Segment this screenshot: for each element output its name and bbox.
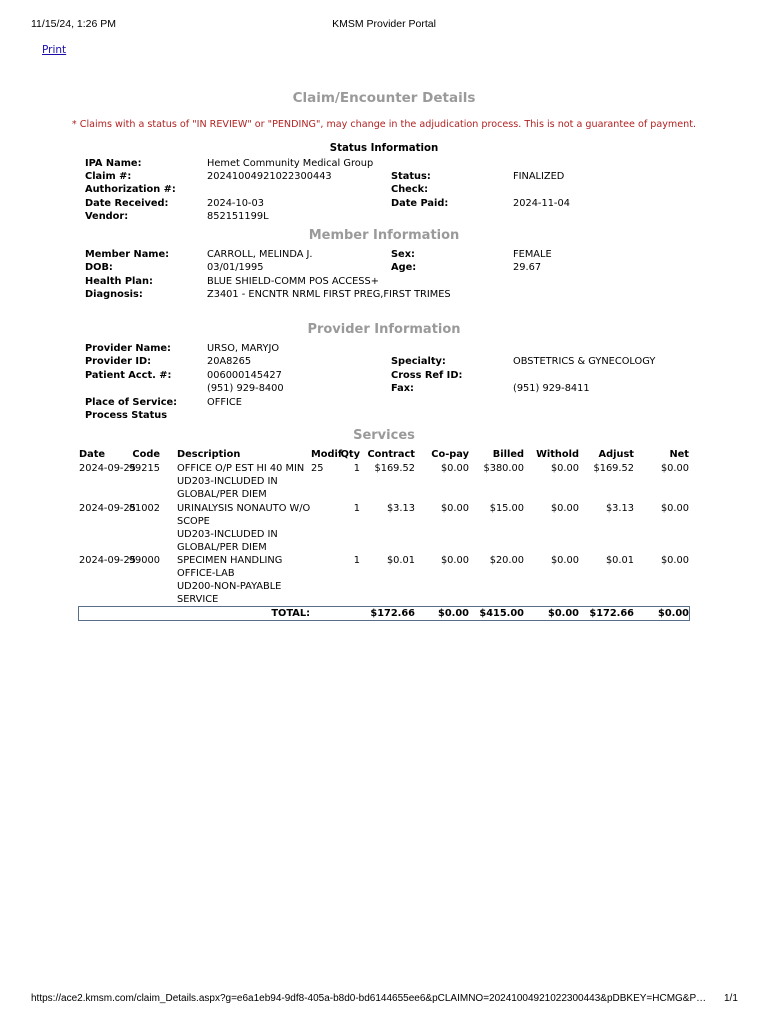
col-header-contract: Contract — [367, 449, 415, 460]
total-adjust: $172.66 — [589, 608, 634, 619]
diagnosis-value: Z3401 - ENCNTR NRML FIRST PREG,FIRST TRIMES — [207, 289, 451, 300]
diagnosis-label: Diagnosis: — [85, 289, 143, 300]
service-copay: $0.00 — [440, 555, 469, 566]
patient-acct-value: 006000145427 — [207, 370, 282, 381]
ipa-value: Hemet Community Medical Group — [207, 158, 374, 169]
date-paid-label: Date Paid: — [391, 198, 449, 209]
service-adjust: $169.52 — [593, 463, 634, 474]
sex-label: Sex: — [391, 249, 415, 260]
col-header-modif: Modif — [311, 449, 343, 460]
service-description-line: UD203-INCLUDED IN — [177, 529, 278, 540]
specialty-label: Specialty: — [391, 356, 446, 367]
check-label: Check: — [391, 184, 429, 195]
print-page-number: 1/1 — [724, 993, 738, 1004]
service-withold: $0.00 — [550, 463, 579, 474]
claim-value: 20241004921022300443 — [207, 171, 332, 182]
ipa-label: IPA Name: — [85, 158, 142, 169]
service-description-line: UD200-NON-PAYABLE — [177, 581, 282, 592]
authorization-label: Authorization #: — [85, 184, 176, 195]
service-withold: $0.00 — [550, 503, 579, 514]
status-section-title: Status Information — [329, 143, 439, 154]
col-header-net: Net — [669, 449, 689, 460]
date-received-value: 2024-10-03 — [207, 198, 264, 209]
service-code: 99215 — [128, 463, 160, 474]
date-received-label: Date Received: — [85, 198, 169, 209]
place-of-service-label: Place of Service: — [85, 397, 178, 408]
col-header-code: Code — [132, 449, 160, 460]
specialty-value: OBSTETRICS & GYNECOLOGY — [513, 356, 656, 367]
service-description-line: OFFICE O/P EST HI 40 MIN — [177, 463, 305, 474]
cross-ref-label: Cross Ref ID: — [391, 370, 463, 381]
service-withold: $0.00 — [550, 555, 579, 566]
service-description-line: SCOPE — [177, 516, 210, 527]
provider-name-label: Provider Name: — [85, 343, 171, 354]
service-net: $0.00 — [660, 503, 689, 514]
member-name-label: Member Name: — [85, 249, 170, 260]
print-datetime: 11/15/24, 1:26 PM — [31, 18, 117, 30]
service-qty: 1 — [353, 555, 360, 566]
service-description-line: SERVICE — [177, 594, 219, 605]
total-label: TOTAL: — [271, 608, 310, 619]
col-header-qty: Qty — [340, 449, 360, 460]
provider-id-label: Provider ID: — [85, 356, 152, 367]
service-date: 2024-09-25 — [79, 503, 136, 514]
col-header-adjust: Adjust — [598, 449, 634, 460]
date-paid-value: 2024-11-04 — [513, 198, 570, 209]
service-qty: 1 — [353, 463, 360, 474]
provider-name-value: URSO, MARYJO — [207, 343, 280, 354]
provider-section-title: Provider Information — [307, 322, 461, 337]
service-description-line: GLOBAL/PER DIEM — [177, 489, 267, 500]
service-contract: $169.52 — [374, 463, 415, 474]
service-qty: 1 — [353, 503, 360, 514]
patient-acct-label: Patient Acct. #: — [85, 370, 172, 381]
service-copay: $0.00 — [440, 503, 469, 514]
service-copay: $0.00 — [440, 463, 469, 474]
service-code: 99000 — [128, 555, 160, 566]
age-value: 29.67 — [513, 262, 542, 273]
total-billed: $415.00 — [479, 608, 524, 619]
age-label: Age: — [391, 262, 417, 273]
total-copay: $0.00 — [438, 608, 469, 619]
service-contract: $0.01 — [386, 555, 415, 566]
claim-status-value: FINALIZED — [513, 171, 565, 182]
service-date: 2024-09-25 — [79, 463, 136, 474]
process-status-label: Process Status — [85, 410, 168, 421]
adjudication-notice: * Claims with a status of "IN REVIEW" or "PENDING", may change in the adjudication process. This is not a guarantee of payment. — [71, 119, 697, 130]
page-title: Claim/Encounter Details — [292, 90, 476, 106]
col-header-withold: Withold — [536, 449, 579, 460]
dob-label: DOB: — [85, 262, 113, 273]
total-withold: $0.00 — [548, 608, 579, 619]
service-contract: $3.13 — [386, 503, 415, 514]
service-modifier: 25 — [311, 463, 324, 474]
col-header-copay: Co-pay — [431, 449, 469, 460]
service-adjust: $0.01 — [605, 555, 634, 566]
service-billed: $380.00 — [483, 463, 524, 474]
print-link[interactable]: Print — [42, 44, 67, 56]
service-description-line: OFFICE-LAB — [177, 568, 235, 579]
vendor-value: 852151199L — [207, 211, 269, 222]
service-net: $0.00 — [660, 555, 689, 566]
print-page-title: KMSM Provider Portal — [332, 18, 436, 30]
print-url: https://ace2.kmsm.com/claim_Details.aspx?g=e6a1eb94-9df8-405a-b8d0-bd6144655ee6&pCLAIMNO=20241004921022300443&pDBKEY=HCMG&P… — [31, 993, 707, 1004]
services-section-title: Services — [353, 428, 415, 443]
fax-value: (951) 929-8411 — [513, 383, 590, 394]
dob-value: 03/01/1995 — [207, 262, 264, 273]
member-name-value: CARROLL, MELINDA J. — [207, 249, 313, 260]
provider-phone: (951) 929-8400 — [207, 383, 284, 394]
col-header-description: Description — [177, 449, 241, 460]
col-header-date: Date — [79, 449, 106, 460]
health-plan-value: BLUE SHIELD-COMM POS ACCESS+ — [207, 276, 379, 287]
total-contract: $172.66 — [370, 608, 415, 619]
service-description-line: UD203-INCLUDED IN — [177, 476, 278, 487]
claim-status-label: Status: — [391, 171, 431, 182]
provider-id-value: 20A8265 — [207, 356, 252, 367]
service-billed: $15.00 — [489, 503, 524, 514]
service-billed: $20.00 — [489, 555, 524, 566]
service-description-line: URINALYSIS NONAUTO W/O — [177, 503, 311, 514]
sex-value: FEMALE — [513, 249, 552, 260]
col-header-billed: Billed — [492, 449, 524, 460]
service-net: $0.00 — [660, 463, 689, 474]
claim-label: Claim #: — [85, 171, 132, 182]
service-date: 2024-09-25 — [79, 555, 136, 566]
health-plan-label: Health Plan: — [85, 276, 153, 287]
fax-label: Fax: — [391, 383, 414, 394]
member-section-title: Member Information — [308, 228, 460, 243]
service-adjust: $3.13 — [605, 503, 634, 514]
service-description-line: GLOBAL/PER DIEM — [177, 542, 267, 553]
vendor-label: Vendor: — [85, 211, 129, 222]
place-of-service-value: OFFICE — [207, 397, 242, 408]
service-code: 81002 — [128, 503, 160, 514]
total-net: $0.00 — [658, 608, 689, 619]
service-description-line: SPECIMEN HANDLING — [177, 555, 283, 566]
